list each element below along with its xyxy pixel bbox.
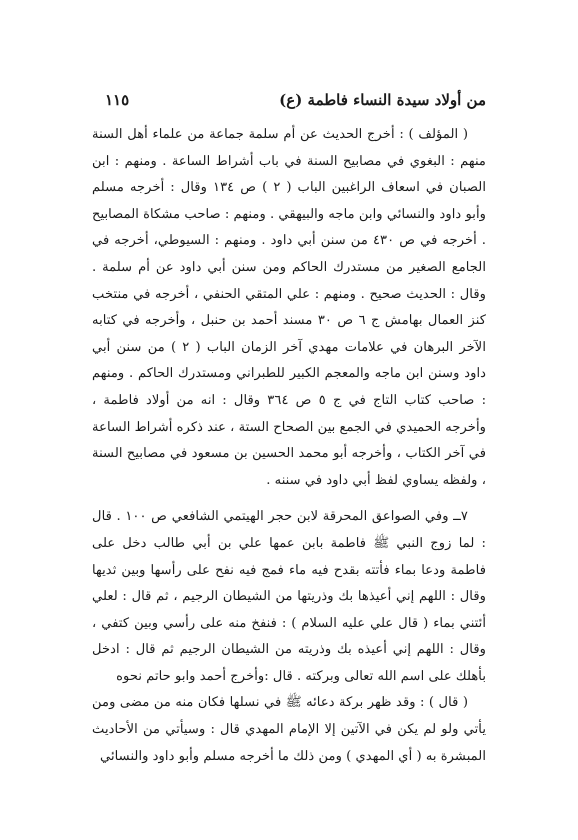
page-body — [92, 122, 486, 818]
paragraph-item-7: ٧ــ وفي الصواعق المحرقة لابن حجر الهيتمي الشافعي ص ١٠٠ . قال : لما زوج النبي ﷺ فاطمة بابن عمها علي بن أبي طالب دخل على فاطمة ودعا بماء فأتته بقدح فيه ماء فمج فيه نفح على رأسها وبين ثديها وقال : اللهم إني أعيذها بك وذريتها من الشيطان الرجيم ، ثم قال : لعلي أئتني بماء ( قال علي عليه السلام ) : فنفخ منه على رأسي وبين كتفي ، وقال : اللهم إني أعيذه بك وذريته من الشيطان الرجيم ثم قال : ادخل بأهلك على اسم الله تعالى وبركته . قال :وأخرج أحمد وابو حاتم نحوه — [92, 509, 486, 684]
running-title: من أولاد سيدة النساء فاطمة (ع) — [279, 91, 486, 109]
paragraph-author-note: ( المؤلف ) : أخرج الحديث عن أم سلمة جماعة من علماء أهل السنة منهم : البغوي في مصابيح السنة في باب أشراط الساعة . ومنهم : ابن الصبان في اسعاف الراغبين الباب ( ٢ ) ص ١٣٤ وقال : أخرجه مسلم وأبو داود والنسائي وابن ماجه والبيهقي . ومنهم : صاحب مشكاة المصابيح . أخرجه في ص ٤٣٠ من سنن أبي داود . ومنهم : السيوطي، أخرجه في الجامع الصغير من مستدرك الحاكم ومن سنن أبي داود عن أم سلمة . وقال : الحديث صحيح . ومنهم : علي المتقي الحنفي ، أخرجه في منتخب كنز العمال بهامش ج ٦ ص ٣٠ مسند أحمد بن حنبل ، وأخرجه في كتابه الآخر البرهان في علامات مهدي آخر الزمان الباب ( ٢ ) من سنن أبي داود وسنن ابن ماجه والمعجم الكبير للطبراني ومستدرك الحاكم . ومنهم : صاحب كتاب التاج في ج ٥ ص ٣٦٤ وقال : انه من أولاد فاطمة ، وأخرجه الحميدي في الجمع بين الصحاح الستة ، عند ذكره أشراط الساعة في آخر الكتاب ، وأخرجه أبو محمد الحسين بن مسعود في مصابيح السنة ، ولفظه يساوي لفظ أبي داود في سننه . — [92, 127, 486, 488]
page-number: ١١٥ — [105, 91, 130, 109]
page-header — [105, 86, 486, 114]
paragraph-continuation: ( قال ) : وقد ظهر بركة دعائه ﷺ في نسلها فكان منه من مضى ومن يأتي ولو لم يكن في الآتين إلا الإمام المهدي قال : وسيأتي من الأحاديث المبشرة به ( أي المهدي ) ومن ذلك ما أخرجه مسلم وأبو داود والنسائي — [92, 695, 486, 764]
